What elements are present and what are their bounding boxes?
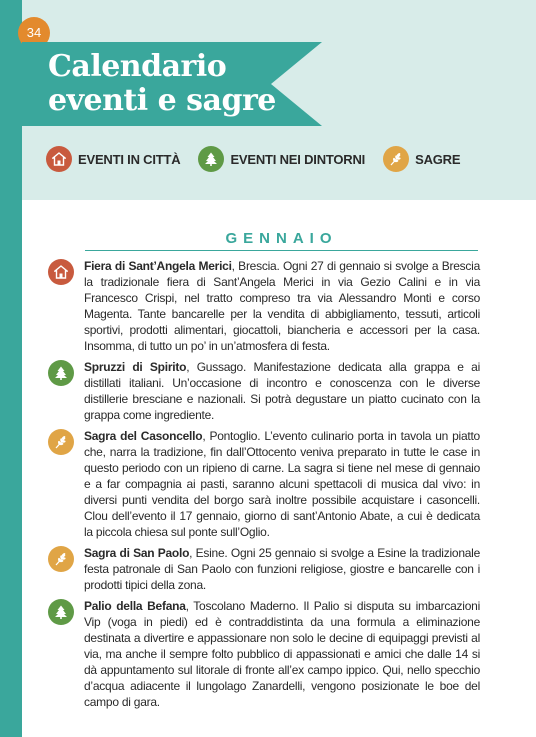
event-title: Sagra di San Paolo <box>84 546 190 560</box>
event-title: Palio della Befana <box>84 599 186 613</box>
legend-item-sagre <box>383 146 460 172</box>
title-line-2: eventi e sagre <box>48 83 276 118</box>
tree-icon <box>48 599 74 625</box>
list-item <box>48 258 480 354</box>
left-accent-bar <box>0 0 22 737</box>
event-list <box>48 258 480 715</box>
list-item <box>48 545 480 593</box>
legend-label-city: EVENTI IN CITTÀ <box>78 151 181 167</box>
legend-item-nearby <box>198 146 365 172</box>
list-item <box>48 428 480 540</box>
house-icon <box>48 259 74 285</box>
event-body: , Pontoglio. L’evento culinario porta in tavola un piatto che, narra la tradizione, fin dall’Ottocento veniva preparato in tutte le case in questo periodo con un ripieno di carne. La sagra si tiene nel mese di gennaio e a far compagnia ai pasti, saranno alcuni spettacoli di musica dal vivo: in diversi punti vendita del borgo sarà inoltre possibile acquistare i casoncelli. Clou dell’evento il 17 gennaio, giorno di sant’Antonio Abate, a cui è dedicata la piccola chiesa sul ponte sull’Oglio. <box>84 429 480 539</box>
event-text <box>84 598 480 710</box>
legend-label-nearby: EVENTI NEI DINTORNI <box>230 151 366 167</box>
event-text <box>84 545 480 593</box>
page-title <box>48 50 276 118</box>
event-text <box>84 359 480 423</box>
wheat-icon <box>48 546 74 572</box>
tree-icon <box>198 146 224 172</box>
event-title: Fiera di Sant’Angela Merici <box>84 259 232 273</box>
month-divider <box>85 250 478 251</box>
tree-icon <box>48 360 74 386</box>
event-text <box>84 428 480 540</box>
house-icon <box>46 146 72 172</box>
event-body: , Esine. Ogni 25 gennaio si svolge a Esine la tradizionale festa patronale di San Paolo con funzioni religiose, giostre e bancarelle con i prodotti tipici della zona. <box>84 546 481 592</box>
legend-item-city <box>46 146 180 172</box>
event-title: Spruzzi di Spirito <box>84 360 187 374</box>
event-title: Sagra del Casoncello <box>84 429 203 443</box>
page-number: 34 <box>18 17 50 49</box>
legend <box>46 145 478 173</box>
month-heading: GENNAIO <box>225 230 338 247</box>
wheat-icon <box>48 429 74 455</box>
event-body: , Toscolano Maderno. Il Palio si disputa su imbarcazioni Vip (voga in piedi) ed è contraddistinta da una formula a eliminazione destinata a divertire e appassionare non solo le decine di equipaggi previsti al via, ma anche il sempre folto pubblico di appassionati e amici che dalle 14 si dà appuntamento sul litorale di fronte all’ex campo ippico. Qui, nello specchio d’acqua adiacente il lungolago Zanardelli, vengono posizionate le boe del campo di gara. <box>84 599 480 709</box>
event-text <box>84 258 480 354</box>
wheat-icon <box>383 146 409 172</box>
legend-label-sagre: SAGRE <box>415 151 461 167</box>
list-item <box>48 598 480 710</box>
event-body: , Gussago. Manifestazione dedicata alla grappa e ai distillati italiani. Un’occasione di incontro e conoscenza con le diverse distillerie bresciane e nazionali. Si potrà degustare un piatto cucinato con la grappa come ingrediente. <box>84 360 480 422</box>
event-body: , Brescia. Ogni 27 di gennaio si svolge a Brescia la tradizionale fiera di Sant’Angela Merici in via Gezio Calini e in via Francesco Crispi, nel tratto compreso tra via Alessandro Monti e corso Magenta. Tante bancarelle per la vendita di abbigliamento, tessuti, articoli sportivi, prodotti alimentari, giocattoli, biancheria e accessori per la casa. Insomma, di tutto un po’ in un’atmosfera di festa. <box>84 259 481 353</box>
list-item <box>48 359 480 423</box>
title-line-1: Calendario <box>48 49 227 84</box>
